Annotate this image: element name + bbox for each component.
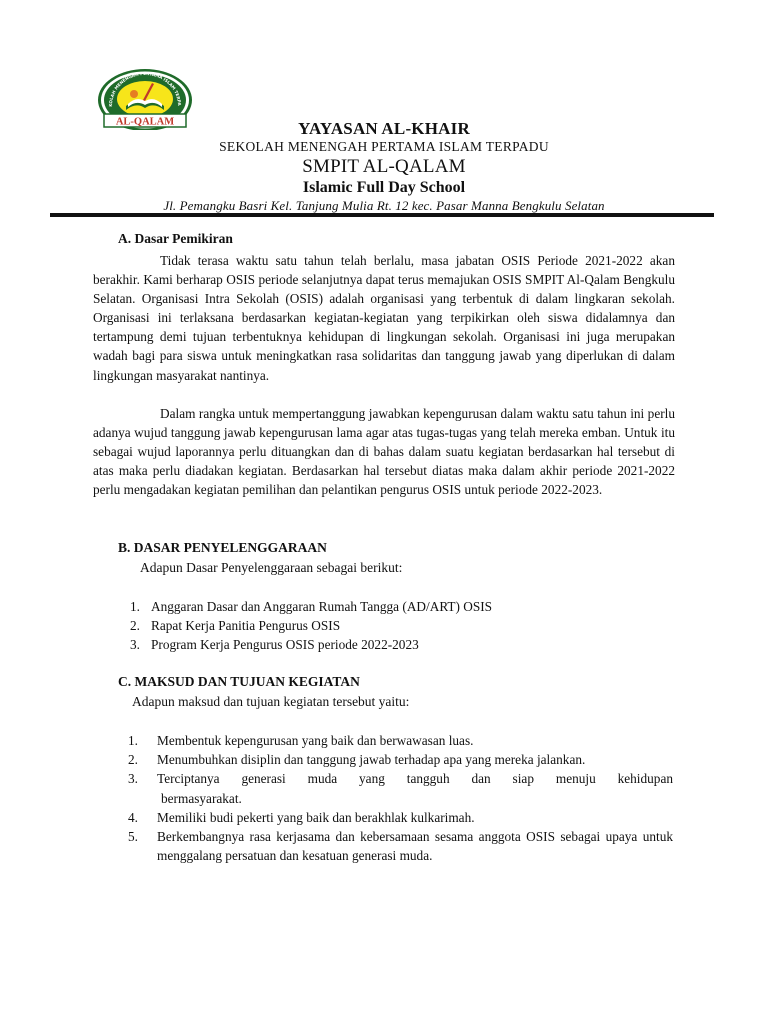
- foundation-name: YAYASAN AL-KHAIR: [298, 119, 470, 138]
- section-b-list: [127, 597, 492, 654]
- school-address: Jl. Pemangku Basri Kel. Tanjung Mulia Rt. 12 kec. Pasar Manna Bengkulu Selatan: [163, 198, 605, 213]
- list-item: [127, 597, 492, 616]
- letterhead-divider: [50, 213, 714, 217]
- list-number: 3.: [130, 637, 140, 652]
- list-number: 2.: [128, 752, 138, 768]
- list-text: Menumbuhkan disiplin dan tanggung jawab terhadap apa yang mereka jalankan.: [157, 752, 586, 768]
- section-c-intro: Adapun maksud dan tujuan kegiatan tersebut yaitu:: [132, 694, 410, 709]
- list-item: [127, 731, 673, 750]
- list-text: Membentuk kepengurusan yang baik dan berwawasan luas.: [157, 733, 474, 748]
- list-text: Anggaran Dasar dan Anggaran Rumah Tangga (AD/ART) OSIS: [151, 599, 493, 614]
- logo-banner-text: AL-QALAM: [115, 116, 175, 128]
- list-item: [127, 616, 492, 635]
- logo-ring-text: KOLAH MENENGAH PERTAMA ISLAM TERPA: [107, 70, 183, 107]
- list-text: Rapat Kerja Panitia Pengurus OSIS: [151, 618, 341, 633]
- section-a-paragraph-2: Dalam rangka untuk mempertanggung jawabkan kepengurusan dalam waktu satu tahun ini perlu adanya wujud tanggung jawab kepengurusan lama agar atas tugas-tugas yang telah mereka emban. Untuk itu sebagai wujud laporannya perlu dituangkan dan di bahas dalam suatu kegiatan berdasarkan hal tersebut di atas maka perlu diadakan kegiatan. Berdasarkan hal tersebut diatas maka dalam akhir periode 2021-2022 perlu mengadakan kegiatan pemilihan dan pelantikan pengurus OSIS untuk periode 2022-2023.: [93, 406, 675, 498]
- list-item: [127, 750, 673, 769]
- list-text-line-1: Terciptanya generasi muda yang tangguh dan siap menuju kehidupan: [157, 771, 673, 787]
- section-a-paragraph-1: Tidak terasa waktu satu tahun telah berlalu, masa jabatan OSIS Periode 2021-2022 akan berakhir. Kami berharap OSIS periode selanjutnya dapat terus memajukan OSIS SMPIT Al-Qalam Bengkulu Selatan. Organisasi Intra Sekolah (OSIS) adalah organisasi yang terbentuk di dalam lingkaran sekolah. Organisasi ini terlaksana berdasarkan kegiatan-kegiatan yang terpikirkan oleh siswa didalamnya dan tertampung demi tujuan terbentuknya kehidupan di lingkungan sekolah. Organisasi ini juga merupakan wadah bagi para siswa untuk meningkatkan rasa solidaritas dan tanggung jawab yang diperlukan di dalam lingkungan masyarakat nantinya.: [93, 253, 675, 383]
- list-text: Berkembangnya rasa kerjasama dan kebersamaan sesama anggota OSIS sebagai upaya untuk menggalang persatuan dan kesatuan generasi muda.: [157, 829, 673, 864]
- section-c-heading: C. MAKSUD DAN TUJUAN KEGIATAN: [118, 674, 360, 689]
- list-number: 3.: [128, 771, 138, 787]
- section-c-list: [127, 731, 673, 865]
- section-b-intro: Adapun Dasar Penyelenggaraan sebagai berikut:: [140, 560, 403, 575]
- list-number: 1.: [130, 599, 140, 614]
- list-item: [127, 769, 673, 807]
- list-text: [157, 769, 673, 807]
- list-number: 1.: [128, 733, 138, 748]
- list-item: [127, 635, 492, 654]
- section-a-heading: A. Dasar Pemikiran: [118, 231, 233, 246]
- list-text: Program Kerja Pengurus OSIS periode 2022-2023: [151, 637, 419, 652]
- list-item: [127, 827, 673, 865]
- list-number: 2.: [130, 618, 140, 633]
- school-tagline: Islamic Full Day School: [302, 179, 466, 196]
- section-b-heading: B. DASAR PENYELENGGARAAN: [118, 540, 327, 555]
- school-type: SEKOLAH MENENGAH PERTAMA ISLAM TERPADU: [219, 139, 549, 154]
- list-text: Memiliki budi pekerti yang baik dan berakhlak kulkarimah.: [157, 809, 475, 825]
- list-number: 4.: [128, 809, 138, 825]
- list-text-line-2: bermasyarakat.: [161, 790, 242, 806]
- list-number: 5.: [128, 829, 138, 845]
- list-item: [127, 808, 673, 827]
- school-name: SMPIT AL-QALAM: [302, 156, 466, 177]
